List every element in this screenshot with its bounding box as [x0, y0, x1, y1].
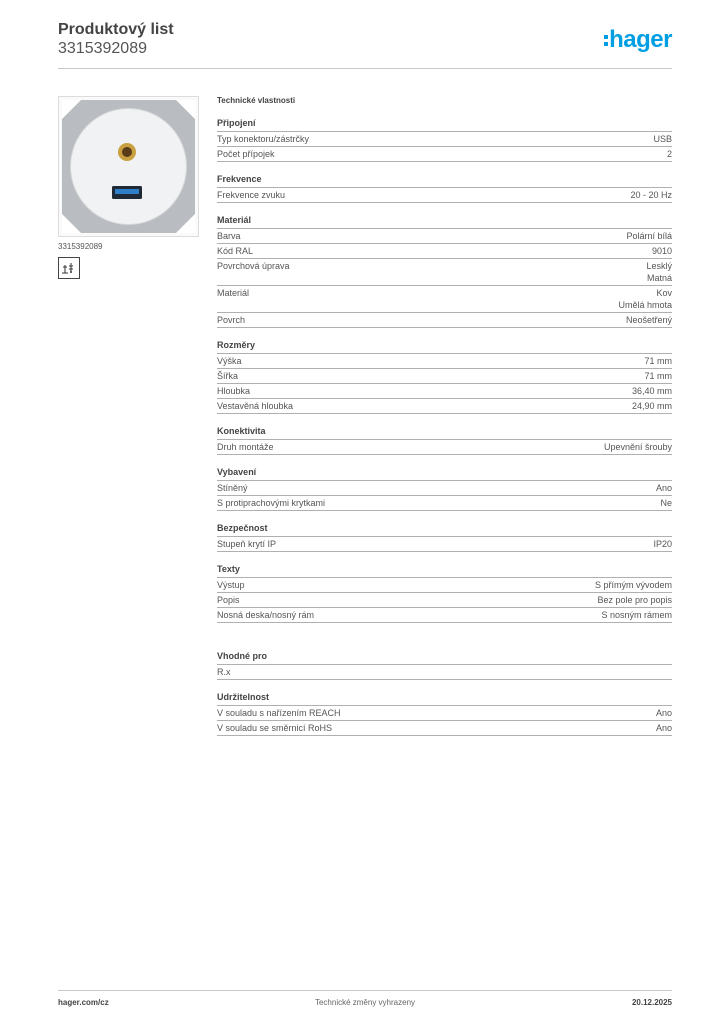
spec-label: Typ konektoru/zástrčky: [217, 134, 310, 144]
spec-value: 2: [666, 149, 672, 159]
section-heading: Vybavení: [217, 467, 672, 481]
header-divider: [58, 68, 672, 69]
spec-section: [217, 118, 672, 162]
spec-row: [217, 369, 672, 384]
spec-value: IP20: [653, 539, 672, 549]
section-heading: Frekvence: [217, 174, 672, 188]
product-panel: [58, 96, 199, 279]
spec-label: Popis: [217, 595, 240, 605]
spec-section: [217, 215, 672, 328]
spec-row: [217, 244, 672, 259]
spec-value: 20 - 20 Hz: [630, 190, 672, 200]
page-title: Produktový list: [58, 21, 174, 38]
spec-label: Počet přípojek: [217, 149, 275, 159]
footer-disclaimer: Technické změny vyhrazeny: [314, 998, 416, 1007]
spec-row: [217, 384, 672, 399]
spec-label: S protiprachovými krytkami: [217, 498, 326, 508]
spec-value: S přímým vývodem: [594, 580, 672, 590]
page-header: [58, 20, 672, 70]
spec-value: 24,90 mm: [631, 401, 672, 411]
spec-label: Povrch: [217, 315, 246, 325]
spec-row: [217, 188, 672, 203]
spec-row: [217, 399, 672, 414]
spec-row: [217, 721, 672, 736]
spec-label: Frekvence zvuku: [217, 190, 286, 200]
spec-row: [217, 229, 672, 244]
spec-row: [217, 286, 672, 313]
section-heading: Bezpečnost: [217, 523, 672, 537]
section-heading: Vhodné pro: [217, 651, 672, 665]
spec-section: [217, 174, 672, 203]
spec-label: Vestavěná hloubka: [217, 401, 294, 411]
usb-socket-icon: [59, 97, 198, 236]
spec-value: Neošetřený: [625, 315, 672, 325]
product-code-label: 3315392089: [58, 242, 103, 251]
product-number: 3315392089: [58, 40, 147, 57]
spec-label: Stupeň krytí IP: [217, 539, 277, 549]
section-heading: Konektivita: [217, 426, 672, 440]
spec-label: Hloubka: [217, 386, 251, 396]
hager-logo: [604, 26, 672, 54]
spec-value: 71 mm: [644, 371, 672, 381]
spec-label: Barva: [217, 231, 241, 241]
spec-value: USB: [653, 134, 672, 144]
spec-row: [217, 496, 672, 511]
spec-row: [217, 608, 672, 623]
section-heading: Texty: [217, 564, 672, 578]
spec-value: 9010: [651, 246, 672, 256]
spec-row: [217, 132, 672, 147]
footer-date: 20.12.2025: [631, 998, 672, 1007]
product-image: [58, 96, 199, 237]
spec-row: [217, 593, 672, 608]
spec-label: Povrchová úprava: [217, 261, 290, 271]
section-heading: Připojení: [217, 118, 672, 132]
spec-value: 71 mm: [644, 356, 672, 366]
spec-row: [217, 354, 672, 369]
connection-symbol-icon: [59, 258, 79, 278]
spec-value: 36,40 mm: [631, 386, 672, 396]
spec-label: Materiál: [217, 288, 250, 298]
spec-label: R.x: [217, 667, 231, 677]
logo-text: hager: [609, 26, 672, 53]
spec-label: Kód RAL: [217, 246, 254, 256]
spec-row: [217, 578, 672, 593]
spec-label: V souladu s nařízením REACH: [217, 708, 341, 718]
spec-section: [217, 651, 672, 680]
spec-label: Nosná deska/nosný rám: [217, 610, 315, 620]
spec-section: [217, 340, 672, 414]
spec-row: [217, 440, 672, 455]
spec-row: [217, 259, 672, 286]
spec-section: [217, 426, 672, 455]
spec-label: Výška: [217, 356, 242, 366]
spec-label: Výstup: [217, 580, 245, 590]
footer-website-link[interactable]: hager.com/cz: [58, 998, 109, 1007]
spec-value: Upevnění šrouby: [603, 442, 672, 452]
logo-dots-icon: [604, 32, 608, 49]
spec-label: V souladu se směrnicí RoHS: [217, 723, 333, 733]
technical-specs: [217, 96, 672, 748]
section-heading: Udržitelnost: [217, 692, 672, 706]
spec-value: Ano: [655, 723, 672, 733]
specs-title: Technické vlastnosti: [217, 96, 296, 105]
spec-value: S nosným rámem: [601, 610, 672, 620]
spec-value: Lesklý Matná: [646, 261, 672, 283]
spec-value: Polární bílá: [626, 231, 672, 241]
spec-value: Ano: [655, 483, 672, 493]
spec-value: Bez pole pro popis: [597, 595, 672, 605]
spec-value: Ne: [660, 498, 672, 508]
section-heading: Rozměry: [217, 340, 672, 354]
spec-row: [217, 665, 672, 680]
spec-value: Kov Umělá hmota: [618, 288, 672, 310]
spec-row: [217, 147, 672, 162]
spec-label: Šířka: [217, 371, 239, 381]
spec-section: [217, 467, 672, 511]
spec-row: [217, 537, 672, 552]
spec-row: [217, 313, 672, 328]
spec-section: [217, 564, 672, 623]
spec-label: Stíněný: [217, 483, 248, 493]
spec-section: [217, 523, 672, 552]
section-heading: Materiál: [217, 215, 672, 229]
spec-section: [217, 692, 672, 736]
product-symbol: [58, 257, 80, 279]
spec-value: Ano: [655, 708, 672, 718]
spec-label: Druh montáže: [217, 442, 274, 452]
footer-divider: [58, 990, 672, 991]
spec-row: [217, 706, 672, 721]
spec-row: [217, 481, 672, 496]
